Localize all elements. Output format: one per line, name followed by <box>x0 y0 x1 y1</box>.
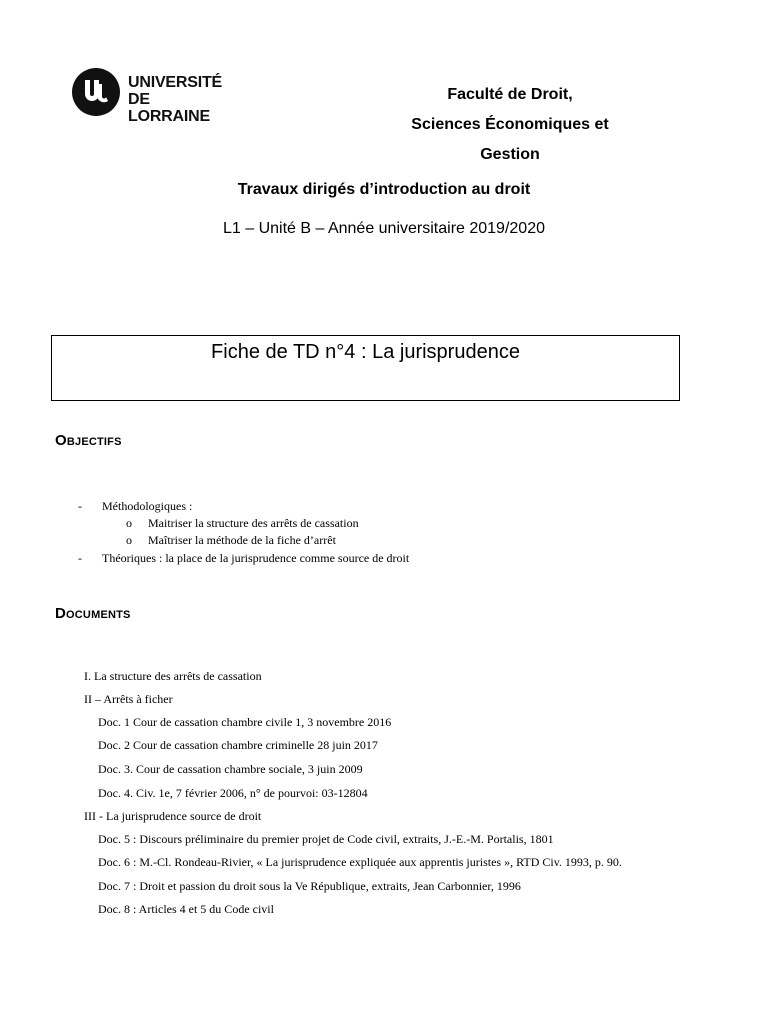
document-section: I. La structure des arrêts de cassation <box>84 669 262 683</box>
document-entry: Doc. 8 : Articles 4 et 5 du Code civil <box>98 902 274 916</box>
objectif-item: Théoriques : la place de la jurisprudence comme source de droit <box>102 551 410 565</box>
document-entry: Doc. 3. Cour de cassation chambre sociale, 3 juin 2009 <box>98 762 363 776</box>
course-subtitle: L1 – Unité B – Année universitaire 2019/2020 <box>222 220 545 237</box>
faculty-line-2: Sciences Économiques et <box>411 116 609 133</box>
document-entry: Doc. 7 : Droit et passion du droit sous la Ve République, extraits, Jean Carbonnier, 1996 <box>98 879 521 893</box>
document-entry: Doc. 1 Cour de cassation chambre civile 1, 3 novembre 2016 <box>98 715 392 729</box>
objectif-item: Méthodologiques : <box>102 499 193 513</box>
university-logo-icon <box>72 68 120 116</box>
faculty-line-1: Faculté de Droit, <box>447 86 573 103</box>
university-logo <box>72 68 232 125</box>
document-entry: Doc. 5 : Discours préliminaire du premier projet de Code civil, extraits, J.-E.-M. Portalis, 1801 <box>98 832 554 846</box>
faculty-header <box>360 80 660 163</box>
fiche-title: Fiche de TD n°4 : La jurisprudence <box>211 341 520 363</box>
logo-line-2: DE LORRAINE <box>128 91 210 125</box>
university-logo-text <box>128 74 232 125</box>
course-title: Travaux dirigés d’introduction au droit <box>237 181 531 198</box>
faculty-line-3: Gestion <box>480 146 540 163</box>
list-dash: - <box>78 499 82 513</box>
objectifs-heading: Objectifs <box>55 432 122 449</box>
fiche-title-box <box>51 335 680 401</box>
document-entry: Doc. 6 : M.-Cl. Rondeau-Rivier, « La jurisprudence expliquée aux apprentis juristes », RTD Civ. 1993, p. 90. <box>98 855 622 869</box>
document-section: III - La jurisprudence source de droit <box>84 809 262 823</box>
objectif-subitem: Maitriser la structure des arrêts de cassation <box>148 516 359 530</box>
list-bullet: o <box>126 533 132 547</box>
list-dash: - <box>78 551 82 565</box>
logo-line-1: UNIVERSITÉ <box>128 74 223 91</box>
objectif-subitem: Maîtriser la méthode de la fiche d’arrêt <box>148 533 336 547</box>
documents-heading: Documents <box>55 605 131 622</box>
document-entry: Doc. 2 Cour de cassation chambre criminelle 28 juin 2017 <box>98 738 378 752</box>
list-bullet: o <box>126 516 132 530</box>
document-section: II – Arrêts à ficher <box>84 692 173 706</box>
document-entry: Doc. 4. Civ. 1e, 7 février 2006, n° de pourvoi: 03-12804 <box>98 786 368 800</box>
